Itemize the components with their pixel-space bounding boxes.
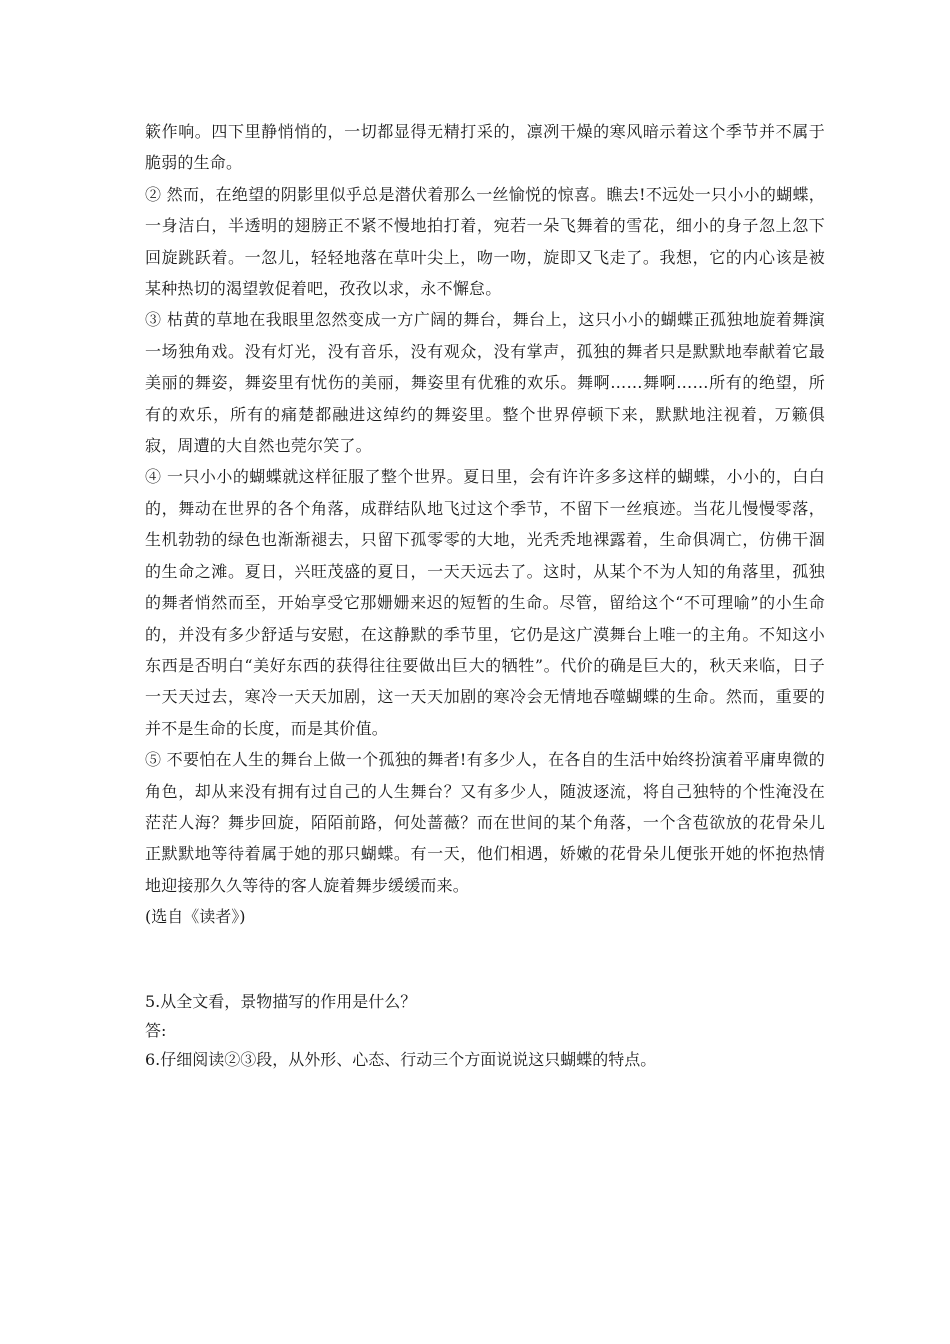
question-6: 6.仔细阅读②③段，从外形、心态、行动三个方面说说这只蝴蝶的特点。 [145, 1049, 657, 1069]
article-source: (选自《读者》) [145, 907, 246, 927]
paragraph-4: ④ 一只小小的蝴蝶就这样征服了整个世界。夏日里，会有许许多多这样的蝴蝶，小小的，白白的，舞动在世界的各个角落，成群结队地飞过这个季节，不留下一丝痕迹。当花儿慢慢零落，生机勃勃的绿色也渐渐褪去，只留下孤零零的大地，光秃秃地裸露着，生命俱凋亡，仿佛干涸的生命之滩。夏日，兴旺茂盛的夏日，一天天远去了。这时，从某个不为人知的角落里，孤独的舞者悄然而至，开始享受它那姗姗来迟的短暂的生命。尽管，留给这个“不可理喻”的小生命的，并没有多少舒适与安慰，在这静默的季节里，它仍是这广漠舞台上唯一的主角。不知这小东西是否明白“美好东西的获得往往要做出巨大的牺牲”。代价的确是巨大的，秋天来临，日子一天天过去，寒冷一天天加剧，这一天天加剧的寒冷会无情地吞噬蝴蝶的生命。然而，重要的并不是生命的长度，而是其价值。 [145, 467, 825, 738]
article-body [145, 116, 825, 1074]
paragraph-1-continuation: 簌作响。四下里静悄悄的，一切都显得无精打采的，凛冽干燥的寒风暗示着这个季节并不属于脆弱的生命。 [145, 122, 825, 173]
section-spacer [145, 933, 825, 987]
paragraph-5: ⑤ 不要怕在人生的舞台上做一个孤独的舞者!有多少人，在各自的生活中始终扮演着平庸卑微的角色，却从来没有拥有过自己的人生舞台？又有多少人，随波逐流，将自己独特的个性淹没在茫茫人海？舞步回旋，陌陌前路，何处蔷薇？而在世间的某个角落，一个含苞欲放的花骨朵儿正默默地等待着属于她的那只蝴蝶。有一天，他们相遇，娇嫩的花骨朵儿便张开她的怀抱热情地迎接那久久等待的客人旋着舞步缓缓而来。 [145, 750, 825, 895]
answer-label: 答: [145, 1020, 167, 1040]
paragraph-2: ② 然而，在绝望的阴影里似乎总是潜伏着那么一丝愉悦的惊喜。瞧去!不远处一只小小的蝴蝶，一身洁白，半透明的翅膀正不紧不慢地拍打着，宛若一朵飞舞着的雪花，细小的身子忽上忽下回旋跳跃着。一忽儿，轻轻地落在草叶尖上，吻一吻，旋即又飞走了。我想，它的内心该是被某种热切的渴望敦促着吧，孜孜以求，永不懈怠。 [145, 184, 825, 299]
paragraph-3: ③ 枯黄的草地在我眼里忽然变成一方广阔的舞台，舞台上，这只小小的蝴蝶正孤独地旋着舞演一场独角戏。没有灯光，没有音乐，没有观众，没有掌声，孤独的舞者只是默默地奉献着它最美丽的舞姿，舞姿里有忧伤的美丽，舞姿里有优雅的欢乐。舞啊……舞啊……所有的绝望，所有的欢乐，所有的痛楚都融进这绰约的舞姿里。整个世界停顿下来，默默地注视着，万籁俱寂，周遭的大自然也莞尔笑了。 [145, 310, 825, 456]
question-5: 5.从全文看，景物描写的作用是什么？ [145, 991, 417, 1011]
